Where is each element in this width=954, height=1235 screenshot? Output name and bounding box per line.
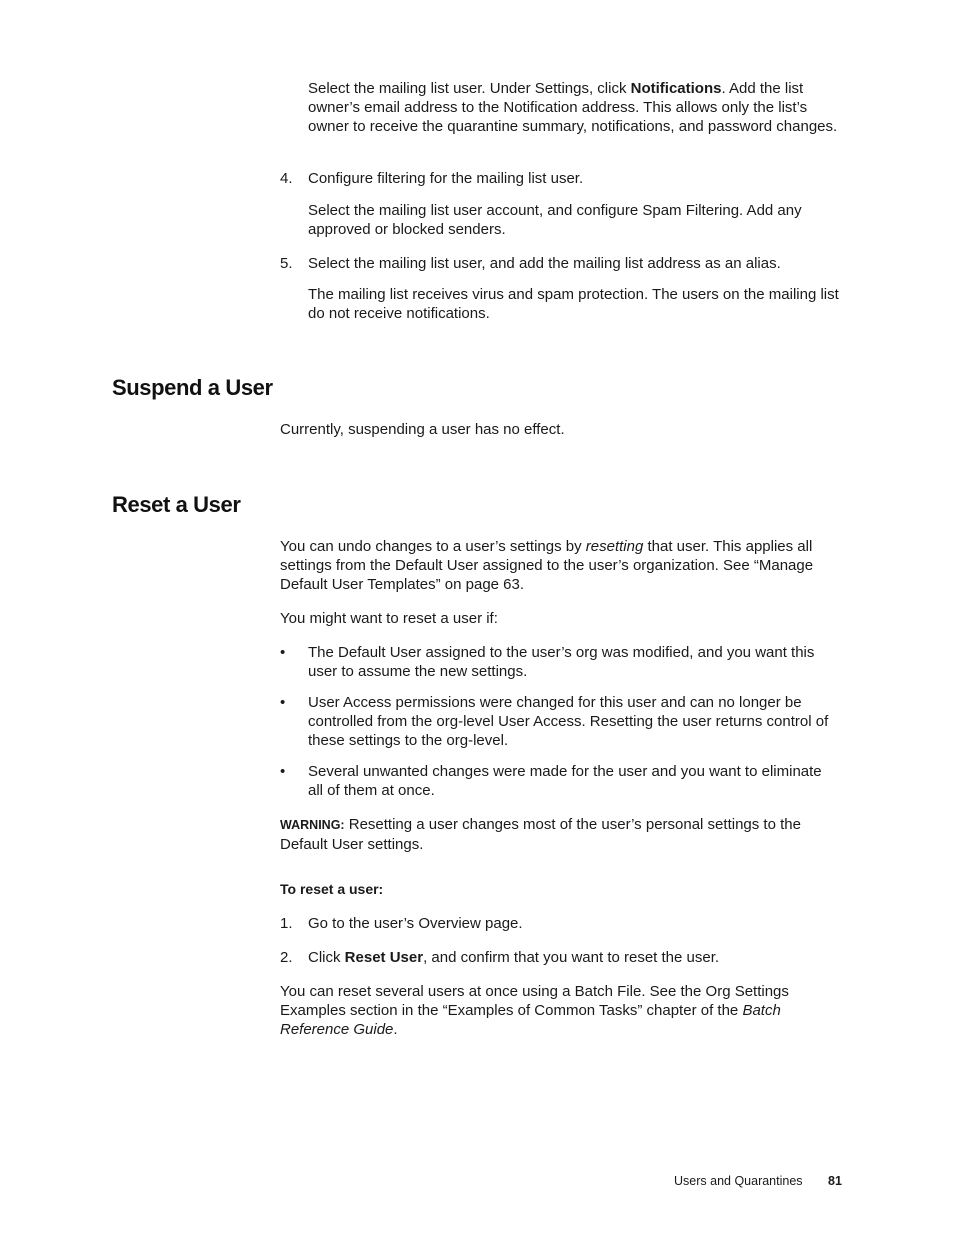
step-5-number: 5. [280, 255, 293, 272]
step-5-detail: The mailing list receives virus and spam protection. The users on the mailing list do not receive notifications. [308, 286, 839, 322]
notifications-term: Notifications [630, 80, 722, 97]
reset-step-2-number: 2. [280, 949, 293, 966]
step-4-text: Configure filtering for the mailing list user. [308, 170, 584, 187]
reset-might: You might want to reset a user if: [280, 610, 498, 627]
footer-section: Users and Quarantines [674, 1174, 803, 1188]
bullet-item: The Default User assigned to the user’s org was modified, and you want this user to assume the new settings. [308, 644, 815, 680]
batch-guide-title: Batch Reference Guide [280, 1002, 781, 1038]
step-4-number: 4. [280, 170, 293, 187]
reset-user-term: Reset User [344, 949, 424, 966]
bullet-marker: • [280, 694, 286, 711]
bullet-item: User Access permissions were changed for this user and can no longer be controlled from the org-level User Access. Resetting the user returns control of these settings to the org-level. [308, 694, 829, 749]
reset-step-2-text: Click Reset User, and confirm that you want to reset the user. [308, 949, 720, 966]
suspend-heading: Suspend a User [112, 375, 273, 400]
batch-paragraph: You can reset several users at once using a Batch File. See the Org Settings Examples section in the “Examples of Common Tasks” chapter of the Batch Reference Guide. [280, 983, 789, 1038]
warning-label: WARNING: [280, 818, 345, 832]
procedure-title: To reset a user: [280, 881, 384, 897]
warning-note: WARNING: Resetting a user changes most of the user’s personal settings to the Default User settings. [280, 816, 801, 853]
bullet-marker: • [280, 763, 286, 780]
reset-heading: Reset a User [112, 492, 241, 517]
step-5-text: Select the mailing list user, and add the mailing list address as an alias. [308, 255, 781, 272]
step3-detail: Select the mailing list user. Under Settings, click Notifications. Add the list owner’s email address to the Notification address. This allows only the list’s owner to receive the quarantine summary, notifications, and password changes. [308, 80, 838, 135]
resetting-term: resetting [585, 538, 644, 555]
page-number: 81 [828, 1174, 842, 1188]
bullet-marker: • [280, 644, 286, 661]
bullet-item: Several unwanted changes were made for the user and you want to eliminate all of them at once. [308, 763, 822, 799]
suspend-text: Currently, suspending a user has no effect. [280, 421, 565, 438]
reset-step-1-text: Go to the user’s Overview page. [308, 915, 523, 932]
reset-step-1-number: 1. [280, 915, 293, 932]
step-4-detail: Select the mailing list user account, and configure Spam Filtering. Add any approved or blocked senders. [308, 202, 802, 238]
reset-intro: You can undo changes to a user’s settings by resetting that user. This applies all settings from the Default User assigned to the user’s organization. See “Manage Default User Templates” on page 63. [280, 538, 814, 593]
